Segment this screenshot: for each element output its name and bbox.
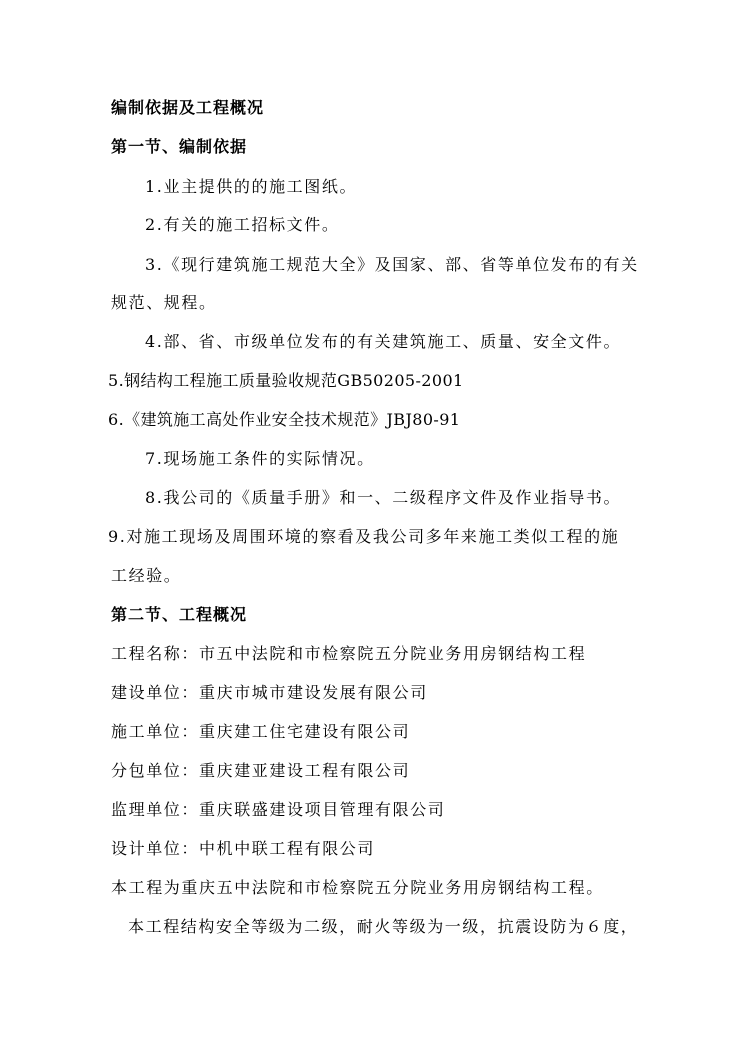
list-item-continuation: 工经验。: [111, 566, 182, 585]
project-name: 工程名称：市五中法院和市检察院五分院业务用房钢结构工程: [111, 644, 587, 663]
list-item: 1.业主提供的的施工图纸。: [145, 177, 358, 196]
section-heading-basis: 第一节、编制依据: [111, 137, 248, 156]
section-heading-overview: 第二节、工程概况: [111, 605, 248, 624]
list-item: 8.我公司的《质量手册》和一、二级程序文件及作业指导书。: [145, 488, 622, 507]
list-item-continuation: 规范、规程。: [111, 293, 217, 312]
document-title: 编制依据及工程概况: [111, 98, 265, 117]
supervisor: 监理单位：重庆联盛建设项目管理有限公司: [111, 800, 446, 819]
designer: 设计单位：中机中联工程有限公司: [111, 839, 376, 858]
project-description: 本工程为重庆五中法院和市检察院五分院业务用房钢结构工程。: [111, 878, 604, 897]
contractor: 施工单位：重庆建工住宅建设有限公司: [111, 722, 411, 741]
list-item: 5.钢结构工程施工质量验收规范GB50205-2001: [108, 371, 464, 390]
list-item: 3.《现行建筑施工规范大全》及国家、部、省等单位发布的有关: [145, 255, 639, 274]
developer: 建设单位：重庆市城市建设发展有限公司: [111, 683, 428, 702]
list-item: 6.《建筑施工高处作业安全技术规范》JBJ80-91: [108, 410, 461, 429]
list-item: 9.对施工现场及周围环境的察看及我公司多年来施工类似工程的施: [108, 527, 620, 546]
list-item: 2.有关的施工招标文件。: [145, 215, 340, 234]
project-description: 本工程结构安全等级为二级，耐火等级为一级，抗震设防为６度，: [128, 917, 639, 936]
list-item: 4.部、省、市级单位发布的有关建筑施工、质量、安全文件。: [145, 332, 622, 351]
subcontractor: 分包单位：重庆建亚建设工程有限公司: [111, 761, 411, 780]
list-item: 7.现场施工条件的实际情况。: [145, 449, 375, 468]
